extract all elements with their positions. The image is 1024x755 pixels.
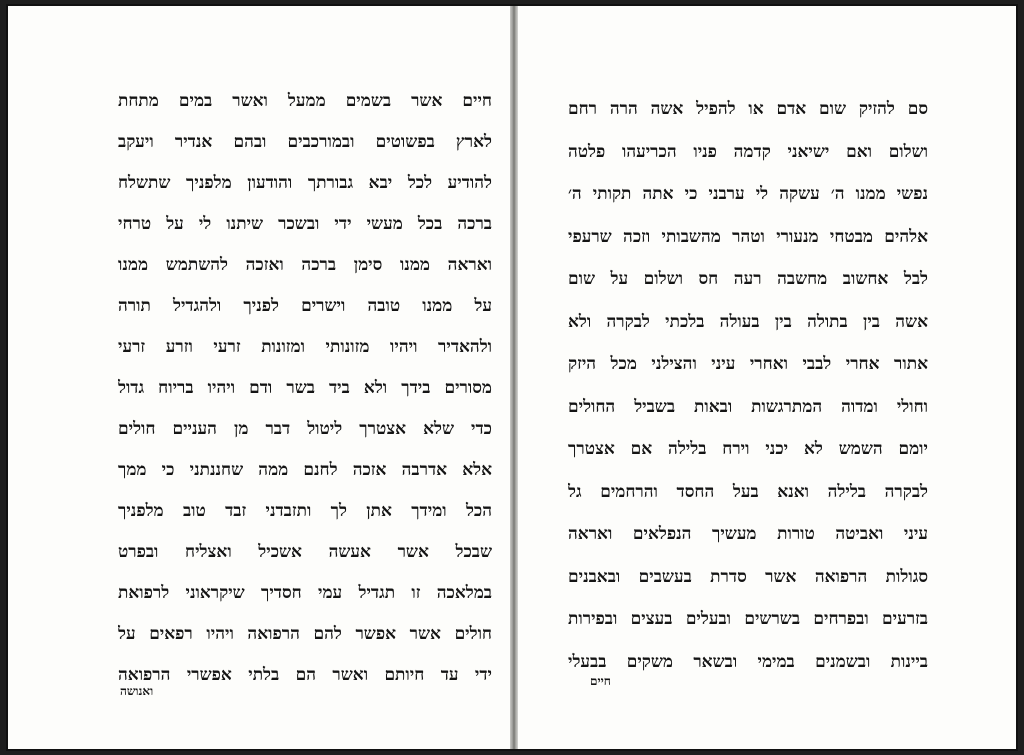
text-line: עיני ואביטה טורות מעשיך הנפלאים ואראה — [568, 524, 928, 544]
left-page — [8, 6, 510, 749]
right-page — [518, 6, 1016, 749]
text-line: וחולי ומדוה המתרגשות ובאות בשביל החולים — [568, 396, 928, 417]
right-page-text — [568, 94, 928, 689]
text-line: לארץ בפשוטים ובמורכבים ובהם אנדיר ויעקב — [118, 132, 492, 152]
text-line: ואראה ממנו סימן ברכה ואזכה להשתמש ממנו — [118, 255, 492, 275]
text-line: יומם השמש לא יכני וירח בלילה אם אצטרך — [568, 439, 928, 459]
text-line: על ממנו טובה וישרים לפניך ולהגדיל תורה — [118, 296, 492, 316]
text-line: אלא אדרבה אזכה לחנם ממה שחננתני כי ממך — [118, 460, 492, 480]
text-line: אשה בין בתולה בין בעולה בלכתי לבקרה ולא — [568, 311, 928, 332]
text-line: כדי שלא אצטרך ליטול דבר מן העניים חולים — [118, 419, 492, 439]
text-line: אלהים מבטחי מנעורי וטהר מהשבותי וזכה שרעפי — [568, 226, 928, 247]
text-line: שבכל אשר אעשה אשכיל ואצליח ובפרט — [118, 542, 492, 562]
right-catchword: חיים — [590, 674, 611, 688]
text-line: נפשי ממנו ה׳ עשקה לי ערבני כי אתה תקותי ה׳ — [568, 184, 928, 204]
text-line: להודיע לכל יבא גבורתך והודעון מלפניך שתשלח — [118, 173, 492, 193]
text-line: לבל אחשוב מחשבה רעה חס ושלום על שום — [568, 269, 928, 289]
text-line: אתור אחרי לבבי ואחרי עיני והצילני מכל היזק — [568, 354, 928, 374]
text-line: ושלום ואם ישיאני קדמה פניו הכריעהו פלטה — [568, 141, 928, 162]
text-line: חולים אשר אפשר להם הרפואה ויהיו רפאים על — [118, 624, 492, 644]
text-line: לבקרה בלילה ואנא בעל החסד והרחמים גל — [568, 481, 928, 502]
text-line: מסורים בידך ולא ביד בשר ודם ויהיו בריוח גדול — [118, 378, 492, 398]
book-gutter — [510, 6, 518, 749]
text-line: סם להזיק שום אדם או להפיל אשה הרה רחם — [568, 99, 928, 119]
text-line: סגולות הרפואה אשר סדרת בעשבים ובאבנים — [568, 566, 928, 587]
text-line: הכל ומידך אתן לך ותזבדני זבד טוב מלפניך — [118, 501, 492, 521]
text-line: חיים אשר בשמים ממעל ואשר במים מתחת — [118, 91, 492, 111]
text-line: ידי עד חיותם ואשר הם בלתי אפשרי הרפואה — [118, 665, 492, 685]
left-catchword: ואנושה — [120, 684, 154, 698]
text-line: בזרעים ובפרחים בשרשים ובעלים בעצים ובפירות — [568, 609, 928, 629]
text-line: ברכה בכל מעשי ידי ובשכר שיתנו לי על טרחי — [118, 214, 492, 234]
text-line: במלאכה זו תגדיל עמי חסדיך שיקראוני לרפואת — [118, 583, 492, 603]
manuscript-spread — [6, 4, 1018, 751]
left-page-text — [118, 86, 492, 701]
text-line: ולהאדיר ויהיו מזונותי ומזונות זרעי וזרע זרעי — [118, 337, 492, 357]
text-line: ביינות ובשמנים במימי ובשאר משקים בבעלי — [568, 651, 928, 672]
